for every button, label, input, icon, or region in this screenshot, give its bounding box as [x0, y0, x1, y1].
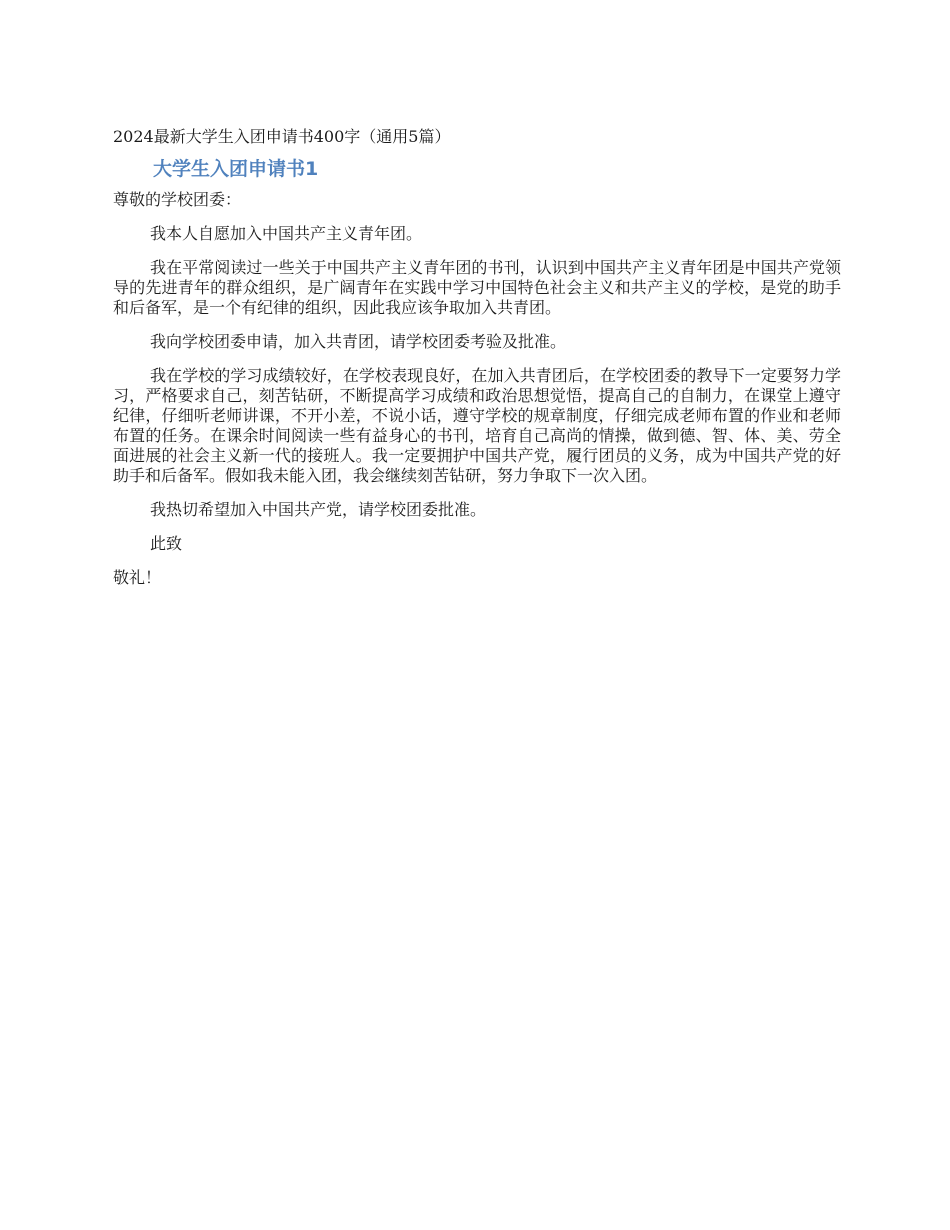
document-page	[113, 126, 841, 602]
body-paragraph-4: 我在学校的学习成绩较好，在学校表现良好，在加入共青团后，在学校团委的教导下一定要努力学习，严格要求自己，刻苦钻研，不断提高学习成绩和政治思想觉悟，提高自己的自制力，在课堂上遵守纪律，仔细听老师讲课，不开小差，不说小话，遵守学校的规章制度，仔细完成老师布置的作业和老师布置的任务。在课余时间阅读一些有益身心的书刊，培育自己高尚的情操，做到德、智、体、美、劳全面进展的社会主义新一代的接班人。我一定要拥护中国共产党，履行团员的义务，成为中国共产党的好助手和后备军。假如我未能入团，我会继续刻苦钻研，努力争取下一次入团。	[113, 366, 841, 485]
closing: 敬礼！	[113, 568, 162, 587]
body-paragraph-6: 此致	[150, 534, 183, 553]
body-paragraph-5: 我热切希望加入中国共产党，请学校团委批准。	[150, 500, 487, 519]
body-paragraph-1: 我本人自愿加入中国共产主义青年团。	[150, 224, 423, 243]
salutation: 尊敬的学校团委：	[113, 190, 242, 209]
body-paragraph-2: 我在平常阅读过一些关于中国共产主义青年团的书刊，认识到中国共产主义青年团是中国共产党领导的先进青年的群众组织，是广阔青年在实践中学习中国特色社会主义和共产主义的学校，是党的助手和后备军，是一个有纪律的组织，因此我应该争取加入共青团。	[113, 258, 841, 317]
document-title: 2024最新大学生入团申请书400字（通用5篇）	[113, 127, 451, 146]
section-heading: 大学生入团申请书1	[153, 158, 319, 180]
body-paragraph-3: 我向学校团委申请，加入共青团，请学校团委考验及批准。	[150, 332, 567, 351]
